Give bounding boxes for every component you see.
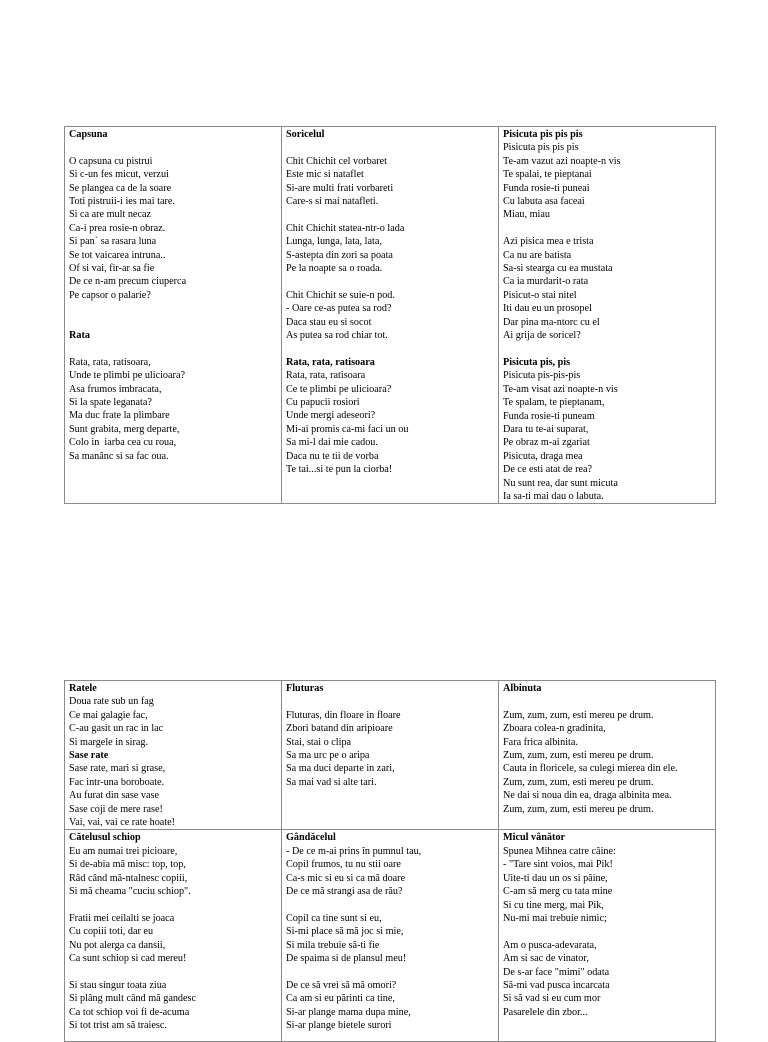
poem-line: Ca am si eu părinti ca tine, [286, 993, 395, 1005]
poem-line: Fratii mei ceilalti se joaca [69, 912, 175, 924]
poem-line: Ca ia murdarit-o rata [503, 276, 589, 288]
poem-line: Zum, zum, zum, esti mereu pe drum. [503, 709, 654, 721]
poem-line: Nu-mi mai trebuie nimic; [503, 912, 607, 924]
poem-line: Se plangea ca de la soare [69, 182, 172, 194]
poem-line: Si-mi place să mă joc si mie, [286, 926, 404, 938]
poem-line: Si să vad si eu cum mor [503, 993, 601, 1005]
poem-line: O capsuna cu pistrui [69, 155, 153, 167]
poem-line: Dar pina ma-ntorc cu el [503, 316, 600, 328]
poem-line: Zum, zum, zum, esti mereu pe drum. [503, 776, 654, 788]
table-row [65, 681, 716, 830]
poem-title: Micul vânător [503, 832, 565, 844]
poem-line [286, 899, 494, 912]
poem-line: Si la spate leganata? [69, 397, 152, 409]
poem-line: Să-mi vad pusca incarcata [503, 979, 610, 991]
poem-line [69, 141, 277, 154]
poem-title: Gândăcelul [286, 832, 336, 844]
poem-line: C-am să merg cu tata mine [503, 886, 613, 898]
poem-line: Pe la noapte sa o roada. [286, 263, 383, 275]
poem-line: Am si sac de vinator, [503, 953, 589, 965]
poem-line: Daca nu te tii de vorba [286, 450, 379, 462]
poem-line [69, 966, 277, 979]
poem-line: Copil ca tine sunt si eu, [286, 912, 382, 924]
poem-line: De ce esti atat de rea? [503, 464, 593, 476]
poem-line: Ca sunt schiop si cad mereu! [69, 953, 187, 965]
poem-title: Pisicuta pis pis pis [503, 129, 583, 140]
poem-line: Ce mai galagie fac, [69, 709, 148, 721]
poem-line: Sa mai vad si alte tari. [286, 776, 377, 788]
poem-line: Ne dai si noua din ea, draga albinita mea. [503, 790, 672, 802]
poem-line: S-astepta din zori sa poata [286, 249, 393, 261]
poem-cell [282, 830, 499, 1042]
poem-title: Rata [69, 330, 90, 342]
poem-title: Fluturas [286, 683, 324, 694]
poem-line: Chit Chichit statea-ntr-o lada [286, 222, 405, 234]
poem-line: Stai, stai o clipa [286, 736, 352, 748]
poem-line: Sase coji de mere rase! [69, 803, 163, 815]
poem-line [286, 208, 494, 221]
poem-line: Sa ma urc pe o aripa [286, 750, 370, 762]
poem-line: Te tai...si te pun la ciorba! [286, 464, 393, 476]
poem-line: Funda rosie-ti puneai [503, 182, 590, 194]
poem-line: Si pan` sa rasara luna [69, 236, 157, 248]
poem-line: De s-ar face "mimi" odata [503, 966, 610, 978]
poem-line: Si stau singur toata ziua [69, 979, 167, 991]
poem-line: Pisicuta pis-pis-pis [503, 370, 581, 382]
poem-cell [282, 681, 499, 830]
poem-line [69, 342, 277, 355]
poem-line: De ce să vrei să mă omori? [286, 979, 397, 991]
poem-line: Si-ar plange mama dupa mine, [286, 1006, 411, 1018]
poem-line: Si c-un fes micut, verzui [69, 169, 169, 181]
poem-line: Zboara colea-n gradinita, [503, 723, 606, 735]
poem-table-2 [64, 680, 716, 1042]
poem-line [503, 925, 711, 938]
poem-line: Eu am numai trei picioare, [69, 845, 178, 857]
poem-line: Vai, vai, vai ce rate hoate! [69, 817, 176, 829]
poem-cell [65, 681, 282, 830]
poem-line: - "Tare sint voios, mai Pik! [503, 859, 613, 871]
poem-line: Cu labuta asa faceai [503, 196, 585, 208]
poem-line: De ce n-am precum ciuperca [69, 276, 187, 288]
poem-line: C-au gasit un rac in lac [69, 723, 164, 735]
poem-line: Si plâng mult când mă gandesc [69, 993, 197, 1005]
poem-line: Fluturas, din floare in floare [286, 709, 401, 721]
poem-line: Si de-abia mă misc: top, top, [69, 859, 186, 871]
poem-title: Cătelusul schiop [69, 832, 141, 844]
poem-line: Rata, rata, ratisoara, [69, 356, 151, 368]
poem-line: Pisicut-o stai nitel [503, 289, 577, 301]
poem-line: Ca tot schiop voi fi de-acuma [69, 1006, 190, 1018]
poem-line: Dara tu te-ai suparat, [503, 423, 589, 435]
poem-line [69, 316, 277, 329]
poem-line: Rata, rata, ratisoara [286, 370, 366, 382]
poem-line: Te-am visat azi noapte-n vis [503, 383, 618, 395]
table-row [65, 830, 716, 1042]
poem-line: Ma duc frate la plimbare [69, 410, 170, 422]
poem-line: Te spalai, te pieptanai [503, 169, 592, 181]
poem-line: Miau, miau [503, 209, 550, 221]
poem-line: - Oare ce-as putea sa rod? [286, 303, 392, 315]
poem-line [503, 342, 711, 355]
poem-line: Asa frumos imbracata, [69, 383, 162, 395]
poem-title: Ratele [69, 683, 97, 694]
poem-line: De spaima si de plansul meu! [286, 953, 407, 965]
poem-line: Toti pistruii-i ies mai tare. [69, 196, 175, 208]
poem-line [286, 695, 494, 708]
poem-line: Sa ma duci departe in zari, [286, 763, 395, 775]
poem-line: Unde te plimbi pe ulicioara? [69, 370, 185, 382]
poem-line: Zum, zum, zum, esti mereu pe drum. [503, 803, 654, 815]
poem-line: Ce te plimbi pe ulicioara? [286, 383, 392, 395]
poem-line [286, 141, 494, 154]
poem-line: Sa mi-l dai mie cadou. [286, 437, 378, 449]
poem-line: Si mila trebuie să-ti fie [286, 939, 380, 951]
poem-line: Râd când mă-ntalnesc copiii, [69, 872, 188, 884]
poem-line: Uite-ti dau un os si pâine, [503, 872, 608, 884]
poem-title: Soricelul [286, 129, 325, 140]
poem-line: Sa manânc si sa fac oua. [69, 450, 169, 462]
poem-line: Ca nu are batista [503, 249, 572, 261]
poem-line: Daca stau eu si socot [286, 316, 372, 328]
poem-line: Doua rate sub un fag [69, 696, 154, 708]
poem-line [286, 275, 494, 288]
poem-line: Pisicuta, draga mea [503, 450, 583, 462]
poem-line: Si cu tine merg, mai Pik, [503, 899, 604, 911]
poem-line: De ce mă strangi asa de rău? [286, 886, 403, 898]
poem-line: Nu pot alerga ca dansii, [69, 939, 166, 951]
poem-line: Ia sa-ti mai dau o labuta. [503, 490, 604, 502]
poem-line: Pisicuta pis pis pis [503, 142, 579, 154]
poem-table-1 [64, 126, 716, 504]
poem-cell [282, 127, 499, 504]
poem-line: Azi pisica mea e trista [503, 236, 594, 248]
poem-line [69, 302, 277, 315]
poem-title: Rata, rata, ratisoara [286, 356, 375, 368]
poem-line: Nu sunt rea, dar sunt micuta [503, 477, 618, 489]
table-row [65, 127, 716, 504]
poem-line: Si ca are mult necaz [69, 209, 152, 221]
poem-cell [499, 830, 716, 1042]
poem-line [503, 695, 711, 708]
poem-line [286, 966, 494, 979]
poem-line: Funda rosie-ti puneam [503, 410, 595, 422]
poem-line: Pe capsor o palarie? [69, 289, 151, 301]
poem-line: Colo in iarba cea cu roua, [69, 437, 177, 449]
poem-line: As putea sa rod chiar tot. [286, 330, 388, 342]
poem-line [69, 899, 277, 912]
poem-line: Si mă cheama "cuciu schiop". [69, 886, 191, 898]
poem-line: Te-am vazut azi noapte-n vis [503, 155, 621, 167]
poem-line: Cu copiii toti, dar eu [69, 926, 154, 938]
poem-line: Spunea Mihnea catre câine: [503, 845, 616, 857]
poem-cell [499, 681, 716, 830]
poem-line: Se tot vaicarea intruna.. [69, 249, 166, 261]
poem-cell [65, 830, 282, 1042]
poem-line: Este mic si nataflet [286, 169, 364, 181]
poem-line: Si tot trist am să traiesc. [69, 1020, 167, 1032]
poem-line [286, 342, 494, 355]
poem-line: Ca-s mic si eu si ca mă doare [286, 872, 406, 884]
poem-line: Copil frumos, tu nu stii oare [286, 859, 401, 871]
poem-line: Pasarelele din zbor... [503, 1006, 588, 1018]
poem-title: Albinuta [503, 683, 542, 694]
poem-cell [499, 127, 716, 504]
poem-line: Chit Chichit cel vorbaret [286, 155, 387, 167]
poem-line: Cu papucii rosiori [286, 397, 360, 409]
poem-line: Ai grija de soricel? [503, 330, 581, 342]
poem-title: Pisicuta pis, pis [503, 356, 571, 368]
poem-line: Unde mergi adeseori? [286, 410, 376, 422]
poem-line: Zbori batand din aripioare [286, 723, 393, 735]
poem-line: Sase rate, mari si grase, [69, 763, 166, 775]
poem-line: Chit Chichit se suie-n pod. [286, 289, 395, 301]
poem-line: Am o pusca-adevarata, [503, 939, 597, 951]
poem-title: Capsuna [69, 129, 108, 140]
poem-line: Au furat din sase vase [69, 790, 159, 802]
poem-line: Mi-ai promis ca-mi faci un ou [286, 423, 409, 435]
poem-line: Si-ar plange bietele surori [286, 1020, 392, 1032]
poem-line: Cauta in floricele, sa culegi mierea din ele. [503, 763, 678, 775]
poem-line: Care-s si mai natafleti. [286, 196, 379, 208]
poem-line: Sunt grabita, merg departe, [69, 423, 180, 435]
poem-line: Si margele in sirag. [69, 736, 149, 748]
poem-line: Zum, zum, zum, esti mereu pe drum. [503, 750, 654, 762]
poem-line: Fac intr-una boroboate. [69, 776, 165, 788]
poem-line [503, 222, 711, 235]
poem-line: Fara frica albinita. [503, 736, 578, 748]
poem-line: - De ce m-ai prins în pumnul tau, [286, 845, 422, 857]
poem-line: Ca-i prea rosie-n obraz. [69, 222, 166, 234]
poem-line: Pe obraz m-ai zgariat [503, 437, 590, 449]
poem-line: Of si vai, fir-ar sa fie [69, 263, 155, 275]
poem-line: Si-are multi frati vorbareti [286, 182, 394, 194]
poem-line: Sa-si stearga cu ea mustata [503, 263, 613, 275]
poem-title: Sase rate [69, 750, 109, 762]
poem-cell [65, 127, 282, 504]
poem-line: Lunga, lunga, lata, lata, [286, 236, 382, 248]
poem-line: Iti dau eu un prosopel [503, 303, 592, 315]
poem-line: Te spalam, te pieptanam, [503, 397, 605, 409]
